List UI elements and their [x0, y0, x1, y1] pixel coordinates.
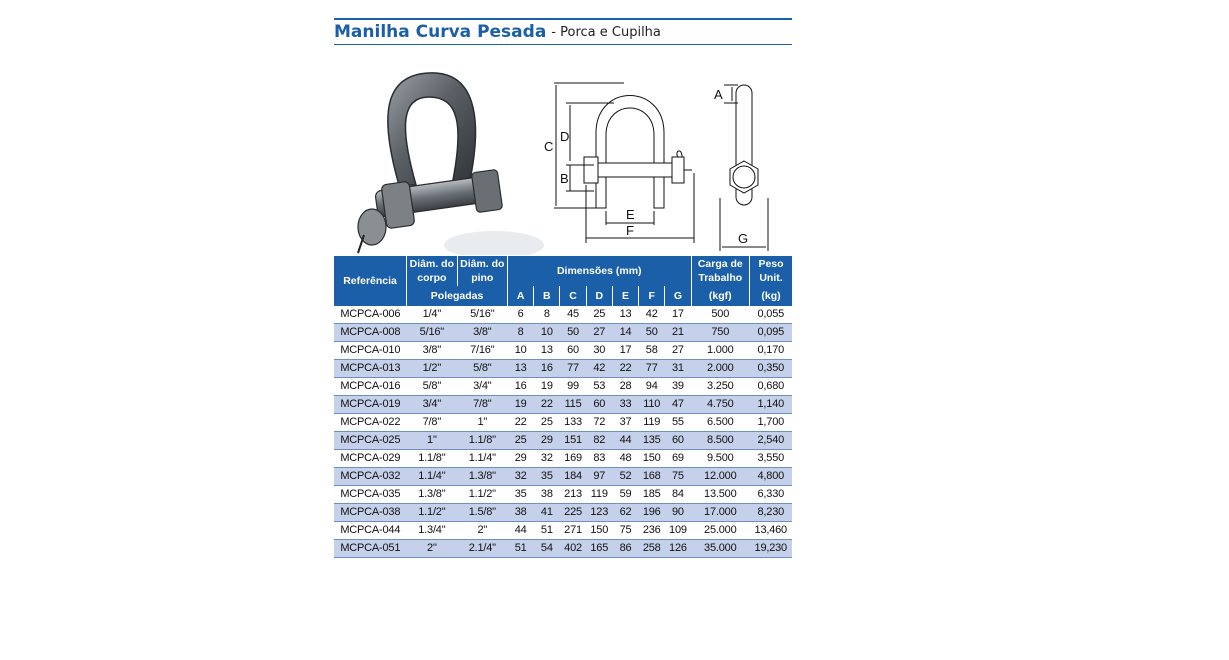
cell-b: 29	[534, 432, 560, 450]
cell-referencia: MCPCA-025	[334, 432, 407, 450]
cell-d: 72	[593, 416, 606, 428]
cell-diam-pino: 3/8"	[457, 324, 507, 342]
cell-c: 151	[560, 432, 586, 450]
cell-d: 165	[586, 540, 612, 558]
cell-e: 48	[619, 452, 632, 464]
cell-a: 25	[508, 432, 534, 450]
cell-referencia: MCPCA-038	[334, 504, 407, 522]
table-row	[334, 450, 792, 468]
cell-diam-pino: 5/16"	[470, 308, 495, 320]
cell-diam-corpo: 5/16"	[407, 324, 457, 342]
figures-area	[334, 45, 792, 259]
cell-referencia: MCPCA-006	[340, 308, 401, 320]
cell-c: 402	[560, 540, 586, 558]
cell-peso: 0,350	[750, 360, 792, 378]
cell-d: 82	[586, 432, 612, 450]
header-carga-unit: (kgf)	[691, 286, 750, 306]
cell-g: 55	[672, 416, 684, 428]
table-row	[334, 396, 792, 414]
cell-diam-corpo: 3/4"	[407, 396, 457, 414]
header-diam-corpo: Diâm. do corpo	[407, 256, 457, 286]
cell-referencia: MCPCA-051	[334, 540, 407, 558]
cell-peso: 4,800	[750, 468, 792, 486]
cell-diam-corpo: 1.1/8"	[418, 452, 446, 464]
cell-a: 16	[514, 380, 527, 392]
cell-c: 99	[567, 380, 579, 392]
cell-c: 213	[564, 488, 582, 500]
cell-e: 28	[619, 380, 632, 392]
label-a: A	[714, 87, 723, 102]
cell-carga: 17.000	[691, 504, 750, 522]
cell-e: 14	[612, 324, 638, 342]
table-row	[334, 468, 792, 486]
cell-a: 29	[514, 452, 527, 464]
cell-diam-pino: 3/4"	[473, 380, 492, 392]
cell-b: 16	[534, 360, 560, 378]
cell-b: 8	[543, 308, 550, 320]
table-row	[334, 522, 792, 540]
cell-peso: 6,330	[757, 488, 785, 500]
cell-diam-corpo: 1/4"	[422, 308, 442, 320]
cell-f: 42	[645, 308, 658, 320]
page-title: Manilha Curva Pesada	[334, 22, 547, 42]
cell-diam-corpo: 7/8"	[422, 416, 442, 428]
cell-carga: 9.500	[707, 452, 734, 464]
table-row	[334, 414, 792, 432]
cell-referencia: MCPCA-032	[334, 468, 407, 486]
cell-a: 38	[508, 504, 534, 522]
cell-d: 150	[590, 524, 609, 536]
cell-diam-pino: 1.1/2"	[468, 488, 496, 500]
header-dim-c: C	[560, 286, 586, 306]
cell-peso: 0,055	[757, 308, 785, 320]
header-dim-g: G	[665, 286, 691, 306]
cell-peso: 2,540	[750, 432, 792, 450]
table-row	[334, 540, 792, 558]
cell-peso: 13,460	[754, 524, 787, 536]
table-row	[334, 342, 792, 360]
cell-e: 22	[612, 360, 638, 378]
cell-d: 30	[593, 344, 606, 356]
cell-f: 236	[642, 524, 661, 536]
cell-diam-pino: 1.3/8"	[457, 468, 507, 486]
cell-b: 25	[540, 416, 553, 428]
cell-diam-pino: 1.5/8"	[457, 504, 507, 522]
cell-c: 184	[560, 468, 586, 486]
cell-a: 22	[514, 416, 527, 428]
cell-referencia: MCPCA-008	[334, 324, 407, 342]
cell-carga: 8.500	[691, 432, 750, 450]
table-row	[334, 378, 792, 396]
cell-f: 135	[639, 432, 665, 450]
cell-carga: 3.250	[707, 380, 734, 392]
cell-g: 84	[672, 488, 684, 500]
table-row	[334, 324, 792, 342]
cell-peso: 0,095	[750, 324, 792, 342]
cell-peso: 0,680	[757, 380, 785, 392]
shackle-photo	[344, 55, 544, 255]
cell-a: 8	[508, 324, 534, 342]
cell-c: 133	[564, 416, 582, 428]
cell-peso: 19,230	[750, 540, 792, 558]
cell-e: 59	[619, 488, 632, 500]
label-g: G	[738, 231, 749, 246]
cell-diam-corpo: 1"	[407, 432, 457, 450]
cell-d: 42	[586, 360, 612, 378]
cell-a: 32	[508, 468, 534, 486]
header-polegadas: Polegadas	[407, 286, 508, 306]
header-dim-a: A	[508, 286, 534, 306]
cell-c: 271	[564, 524, 582, 536]
cell-carga: 750	[691, 324, 750, 342]
cell-g: 109	[669, 524, 687, 536]
cell-diam-corpo: 1.1/4"	[407, 468, 457, 486]
cell-e: 86	[612, 540, 638, 558]
title-row	[334, 20, 792, 44]
cell-referencia: MCPCA-035	[340, 488, 401, 500]
cell-a: 10	[514, 344, 527, 356]
cell-e: 52	[612, 468, 638, 486]
cell-g: 47	[665, 396, 691, 414]
header-dim-d: D	[586, 286, 612, 306]
cell-d: 60	[586, 396, 612, 414]
cell-peso: 1,140	[750, 396, 792, 414]
product-sheet	[334, 18, 792, 554]
cell-carga: 13.500	[704, 488, 737, 500]
header-dim-f: F	[639, 286, 665, 306]
cell-f: 196	[639, 504, 665, 522]
cell-f: 58	[645, 344, 658, 356]
cell-g: 31	[665, 360, 691, 378]
cell-referencia: MCPCA-013	[334, 360, 407, 378]
header-carga: Carga de Trabalho	[691, 256, 750, 286]
cell-diam-corpo: 3/8"	[422, 344, 442, 356]
cell-g: 126	[665, 540, 691, 558]
header-dimensoes: Dimensões (mm)	[508, 256, 692, 286]
cell-carga: 35.000	[691, 540, 750, 558]
cell-b: 10	[534, 324, 560, 342]
cell-c: 77	[560, 360, 586, 378]
label-f: F	[626, 223, 634, 238]
cell-b: 54	[534, 540, 560, 558]
cell-a: 6	[517, 308, 524, 320]
cell-peso: 3,550	[757, 452, 785, 464]
cell-carga: 12.000	[691, 468, 750, 486]
cell-referencia: MCPCA-022	[340, 416, 401, 428]
cell-carga: 6.500	[707, 416, 734, 428]
cell-referencia: MCPCA-010	[340, 344, 401, 356]
cell-referencia: MCPCA-029	[340, 452, 401, 464]
label-e: E	[626, 207, 635, 222]
cell-carga: 25.000	[704, 524, 737, 536]
cell-diam-corpo: 5/8"	[422, 380, 442, 392]
cell-e: 17	[619, 344, 632, 356]
cell-f: 50	[639, 324, 665, 342]
cell-carga: 2.000	[691, 360, 750, 378]
cell-d: 123	[586, 504, 612, 522]
cell-carga: 1.000	[707, 344, 734, 356]
specs-table-body	[334, 306, 792, 558]
cell-f: 168	[639, 468, 665, 486]
cell-b: 19	[540, 380, 553, 392]
cell-e: 37	[619, 416, 632, 428]
cell-d: 25	[593, 308, 606, 320]
cell-diam-corpo: 1.3/4"	[418, 524, 446, 536]
cell-f: 94	[645, 380, 658, 392]
cell-carga: 500	[711, 308, 730, 320]
cell-b: 38	[540, 488, 553, 500]
cell-c: 45	[567, 308, 579, 320]
cell-e: 13	[619, 308, 632, 320]
cell-a: 19	[508, 396, 534, 414]
cell-b: 41	[534, 504, 560, 522]
cell-diam-corpo: 1/2"	[407, 360, 457, 378]
label-c: C	[544, 139, 554, 154]
cell-diam-pino: 7/16"	[470, 344, 495, 356]
cell-b: 32	[540, 452, 553, 464]
cell-diam-pino: 2"	[477, 524, 488, 536]
label-d: D	[560, 129, 570, 144]
cell-diam-pino: 1.1/4"	[468, 452, 496, 464]
cell-b: 51	[540, 524, 553, 536]
cell-a: 35	[514, 488, 527, 500]
cell-f: 110	[639, 396, 665, 414]
header-peso-unit: (kg)	[750, 286, 792, 306]
cell-b: 35	[534, 468, 560, 486]
cell-f: 119	[643, 416, 661, 428]
table-row	[334, 306, 792, 324]
cell-g: 69	[672, 452, 684, 464]
cell-g: 60	[665, 432, 691, 450]
header-referencia: Referência	[334, 256, 407, 306]
cell-e: 75	[619, 524, 632, 536]
page-subtitle: - Porca e Cupilha	[551, 24, 661, 40]
cell-g: 17	[672, 308, 684, 320]
cell-a: 44	[514, 524, 527, 536]
cell-d: 119	[590, 488, 608, 500]
header-diam-pino: Diâm. do pino	[457, 256, 507, 286]
cell-referencia: MCPCA-016	[340, 380, 401, 392]
cell-d: 97	[586, 468, 612, 486]
cell-diam-pino: 2.1/4"	[457, 540, 507, 558]
cell-d: 83	[593, 452, 606, 464]
cell-f: 77	[639, 360, 665, 378]
cell-c: 115	[560, 396, 586, 414]
cell-f: 258	[639, 540, 665, 558]
header-dim-b: B	[534, 286, 560, 306]
cell-e: 33	[612, 396, 638, 414]
cell-c: 60	[567, 344, 579, 356]
cell-d: 27	[586, 324, 612, 342]
table-row	[334, 486, 792, 504]
cell-diam-pino: 1.1/8"	[457, 432, 507, 450]
cell-g: 21	[665, 324, 691, 342]
table-row	[334, 360, 792, 378]
cell-f: 150	[642, 452, 661, 464]
cell-g: 75	[665, 468, 691, 486]
cell-diam-pino: 5/8"	[457, 360, 507, 378]
cell-d: 53	[593, 380, 606, 392]
cell-g: 27	[672, 344, 684, 356]
cell-diam-corpo: 1.3/8"	[418, 488, 446, 500]
cell-referencia: MCPCA-044	[340, 524, 401, 536]
cell-peso: 1,700	[757, 416, 785, 428]
cell-g: 90	[665, 504, 691, 522]
cell-peso: 8,230	[750, 504, 792, 522]
cell-diam-pino: 7/8"	[457, 396, 507, 414]
table-row	[334, 504, 792, 522]
cell-b: 22	[534, 396, 560, 414]
cell-carga: 4.750	[691, 396, 750, 414]
cell-c: 169	[564, 452, 582, 464]
cell-diam-corpo: 2"	[407, 540, 457, 558]
cell-g: 39	[672, 380, 684, 392]
label-b: B	[560, 171, 569, 186]
header-dim-e: E	[612, 286, 638, 306]
cell-f: 185	[642, 488, 661, 500]
cell-a: 51	[508, 540, 534, 558]
cell-c: 50	[560, 324, 586, 342]
cell-referencia: MCPCA-019	[334, 396, 407, 414]
cell-b: 13	[540, 344, 553, 356]
table-row	[334, 432, 792, 450]
cell-c: 225	[560, 504, 586, 522]
cell-diam-corpo: 1.1/2"	[407, 504, 457, 522]
dimension-drawing	[544, 73, 784, 253]
header-peso: Peso Unit.	[750, 256, 792, 286]
cell-a: 13	[508, 360, 534, 378]
specs-table	[334, 256, 792, 558]
cell-e: 62	[612, 504, 638, 522]
cell-peso: 0,170	[757, 344, 785, 356]
cell-diam-pino: 1"	[477, 416, 488, 428]
cell-e: 44	[612, 432, 638, 450]
